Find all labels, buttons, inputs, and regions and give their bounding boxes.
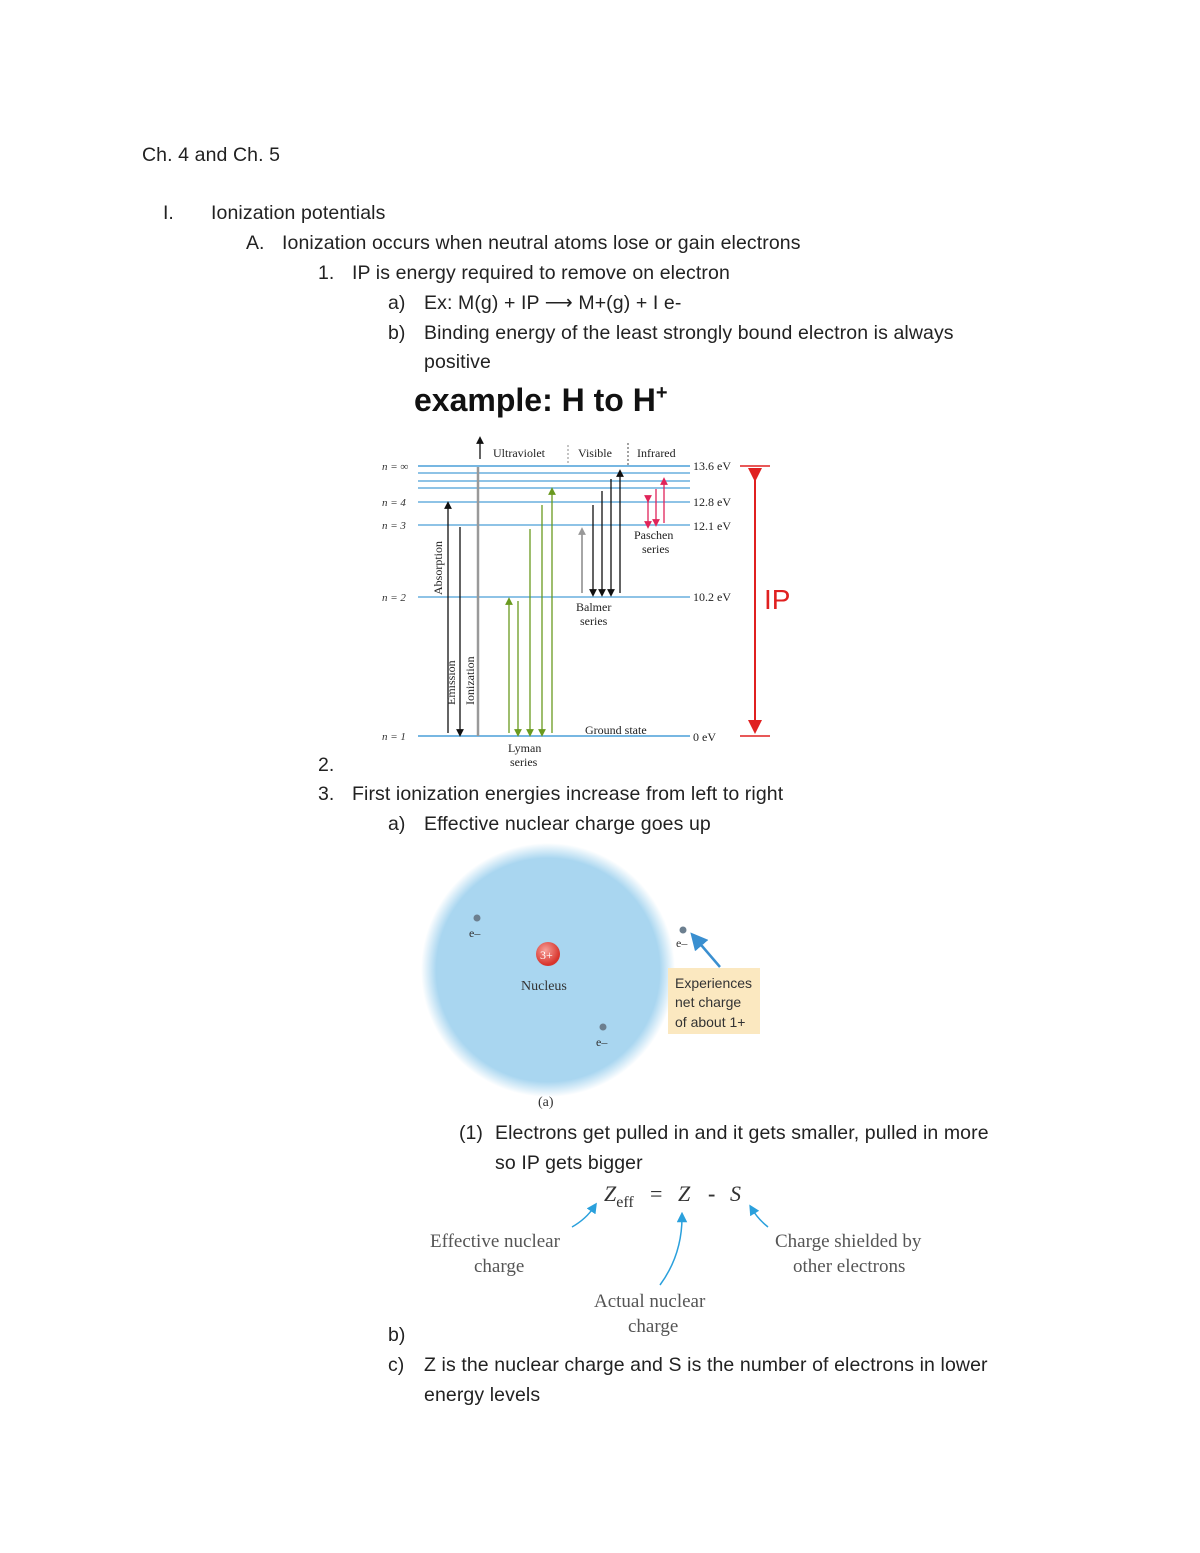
electron-2	[600, 1024, 607, 1031]
shielded-label-1: Charge shielded by	[775, 1231, 922, 1252]
paschen-label-1: Paschen	[634, 528, 674, 542]
s-symbol: S	[730, 1181, 741, 1206]
effective-label-1: Effective nuclear	[430, 1231, 560, 1252]
ground-state-label: Ground state	[585, 723, 647, 737]
item1b-marker: b)	[388, 322, 406, 344]
levelA-text: Ionization occurs when neutral atoms lose or gain electrons	[282, 232, 801, 254]
actual-label-2: charge	[628, 1316, 679, 1337]
ip-label: IP	[764, 584, 791, 615]
callout-line3: of about 1+	[675, 1014, 746, 1030]
callout-line2: net charge	[675, 994, 742, 1010]
z-symbol: Z	[678, 1181, 691, 1206]
absorption-label: Absorption	[431, 541, 445, 595]
electron-cloud	[421, 843, 675, 1097]
lyman-label-2: series	[510, 755, 538, 769]
equals-sign: =	[650, 1181, 663, 1206]
item3b-marker: b)	[388, 1324, 406, 1346]
item3a1-marker: (1)	[459, 1122, 483, 1144]
item3c-marker: c)	[388, 1354, 405, 1376]
energy-12-1: 12.1 eV	[693, 519, 731, 533]
effective-label-2: charge	[474, 1256, 525, 1277]
zeff-symbol: $Z_{eff}$	[604, 1181, 634, 1211]
item3-marker: 3.	[318, 783, 335, 805]
item3-text: First ionization energies increase from left to right	[352, 783, 784, 805]
energy-0: 0 eV	[693, 730, 716, 744]
arrow-to-s	[752, 1209, 768, 1227]
item1-marker: 1.	[318, 262, 335, 284]
emission-label: Emission	[444, 660, 458, 705]
hydrogen-energy-level-diagram	[360, 375, 820, 775]
band-infrared: Infrared	[637, 446, 676, 460]
band-ultraviolet: Ultraviolet	[493, 446, 545, 460]
electron-1	[474, 915, 481, 922]
item1a-text: Ex: M(g) + IP ⟶ M+(g) + I e-	[424, 292, 682, 314]
label-n-inf: n = ∞	[382, 461, 409, 473]
paschen-label-2: series	[642, 542, 670, 556]
level1-marker: I.	[163, 202, 174, 224]
actual-label-1: Actual nuclear	[594, 1291, 706, 1312]
item1a-marker: a)	[388, 292, 406, 314]
minus-sign: -	[708, 1181, 716, 1206]
electron-outer	[680, 927, 687, 934]
levelA-marker: A.	[246, 232, 265, 254]
label-n1: n = 1	[382, 731, 406, 743]
lyman-label-1: Lyman	[508, 741, 542, 755]
electron-outer-label: e–	[676, 936, 688, 950]
item3a-marker: a)	[388, 813, 406, 835]
band-visible: Visible	[578, 446, 612, 460]
balmer-label-2: series	[580, 614, 608, 628]
zeff-equation-figure	[420, 1175, 960, 1345]
item3a-text: Effective nuclear charge goes up	[424, 813, 711, 835]
callout-line1: Experiences	[675, 975, 753, 991]
diagram-title: example: H to H+	[414, 382, 668, 418]
nucleus-label: Nucleus	[521, 979, 567, 994]
ionization-label: Ionization	[463, 656, 477, 705]
label-n3: n = 3	[382, 520, 406, 532]
item1b-text-line1: Binding energy of the least strongly bound electron is always	[424, 322, 954, 344]
electron-2-label: e–	[596, 1035, 608, 1049]
arrow-to-zeff	[572, 1207, 594, 1227]
figure-caption: (a)	[538, 1095, 554, 1110]
energy-10-2: 10.2 eV	[693, 590, 731, 604]
label-n2: n = 2	[382, 592, 406, 604]
item2-marker: 2.	[318, 754, 335, 776]
item3c-text-line2: energy levels	[424, 1384, 541, 1406]
callout-arrow	[696, 939, 720, 967]
balmer-label-1: Balmer	[576, 600, 612, 614]
electron-1-label: e–	[469, 926, 481, 940]
energy-12-8: 12.8 eV	[693, 495, 731, 509]
label-n4: n = 4	[382, 497, 406, 509]
item3a1-text-line2: so IP gets bigger	[495, 1152, 643, 1174]
energy-13-6: 13.6 eV	[693, 459, 731, 473]
item1b-text-line2: positive	[424, 351, 491, 373]
level1-text: Ionization potentials	[211, 202, 386, 224]
shielded-label-2: other electrons	[793, 1256, 906, 1277]
item3a1-text-line1: Electrons get pulled in and it gets smaller, pulled in more	[495, 1122, 989, 1144]
nucleus-charge: 3+	[540, 948, 553, 962]
arrow-to-z	[660, 1217, 682, 1285]
item1-text: IP is energy required to remove on electron	[352, 262, 730, 284]
item3c-text-line1: Z is the nuclear charge and S is the number of electrons in lower	[424, 1354, 988, 1376]
effective-nuclear-charge-figure	[420, 840, 780, 1115]
page-heading: Ch. 4 and Ch. 5	[142, 144, 281, 166]
